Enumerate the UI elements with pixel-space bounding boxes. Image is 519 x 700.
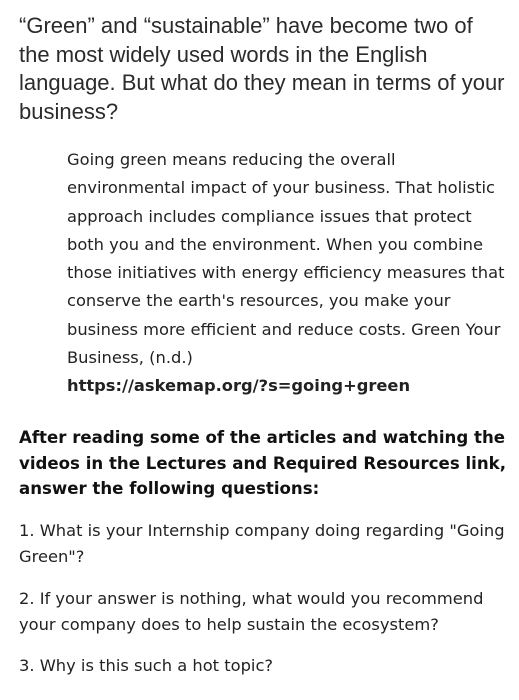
instructions-heading: After reading some of the articles and watching the videos in the Lectures and Required Resources link, answer the following questions:: [19, 428, 506, 498]
question-1: 1. What is your Internship company doing regarding "Going Green"?: [19, 521, 505, 566]
intro-paragraph: “Green” and “sustainable” have become two of the most widely used words in the English language. But what do they mean in terms of your business?: [19, 13, 505, 124]
question-3: 3. Why is this such a hot topic?: [19, 656, 274, 675]
quote-body: Going green means reducing the overall environmental impact of your business. That holistic approach includes compliance issues that protect both you and the environment. When you combine those initiatives with energy efficiency measures that conserve the earth's resources, you make your business more efficient and reduce costs. Green Your Business, (n.d.): [67, 150, 505, 368]
source-link[interactable]: https://askemap.org/?s=going+green: [67, 376, 411, 396]
question-2: 2. If your answer is nothing, what would you recommend your company does to help sustain the ecosystem?: [19, 589, 484, 634]
block-quote: [67, 146, 507, 401]
